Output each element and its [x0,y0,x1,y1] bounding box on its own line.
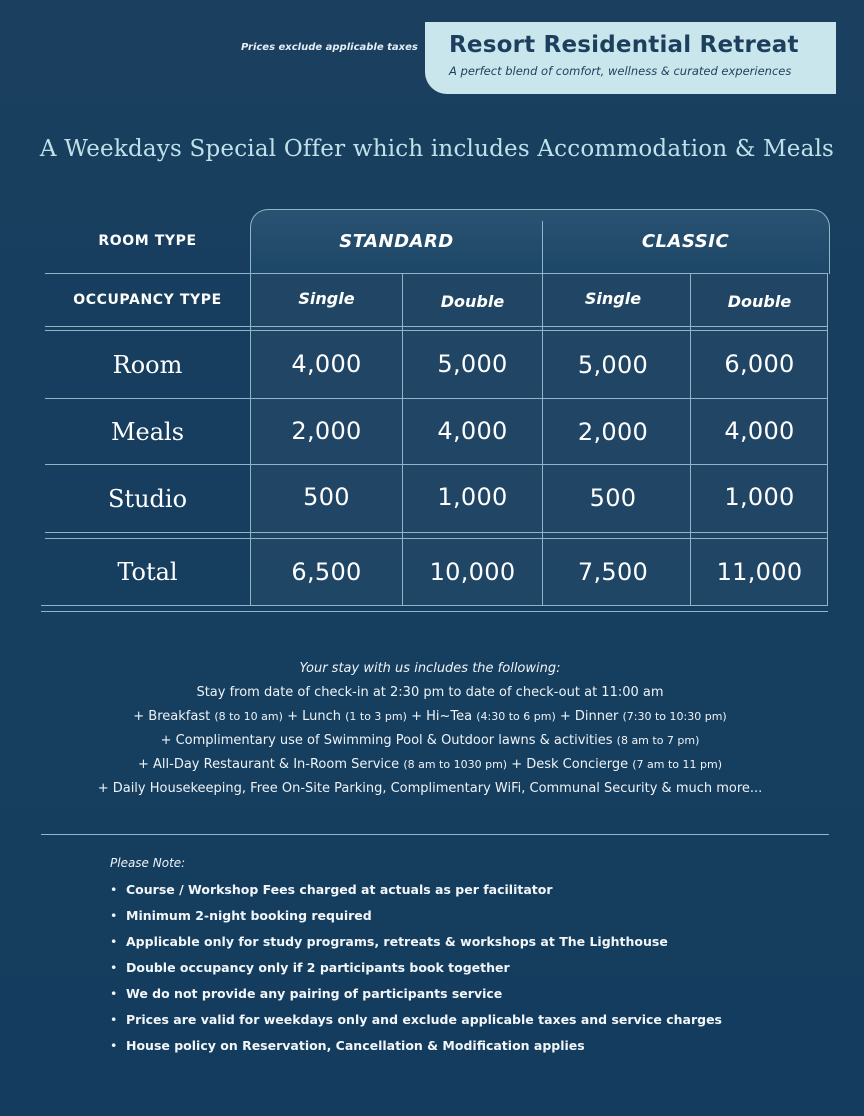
lunch-label: + Lunch [287,709,341,724]
concierge-time: (7 am to 11 pm) [632,758,722,771]
meal-schedule [0,705,860,729]
pool-time: (8 am to 7 pm) [616,734,700,747]
pool-label: + Complimentary use of Swimming Pool & Outdoor lawns & activities [160,733,613,748]
tax-note: Prices exclude applicable taxes [241,42,418,53]
rule-bottom-1 [41,605,828,606]
occupancy-standard-single: Single [298,288,355,308]
hitea-time: (4:30 to 6 pm) [476,710,556,723]
inclusions-intro: Your stay with us includes the following: [299,661,561,676]
hitea-label: + Hi~Tea [411,709,473,724]
price-cell: 2,000 [291,416,362,445]
occupancy-type-label: OCCUPANCY TYPE [73,292,222,308]
section-divider [41,834,829,835]
restaurant-label: + All-Day Restaurant & In-Room Service [138,757,400,772]
dinner-label: + Dinner [559,709,619,724]
price-cell: 6,000 [724,349,795,378]
price-cell: 500 [303,483,350,511]
rule-row-3a [45,532,828,533]
note-item: • House policy on Reservation, Cancellation & Modification applies [110,1033,850,1059]
occupancy-standard-double: Double [440,291,505,311]
plan-classic: CLASSIC [641,230,730,252]
note-item: • Applicable only for study programs, retreats & workshops at The Lighthouse [110,929,850,955]
notes-title: Please Note: [110,856,186,870]
restaurant-time: (8 am to 1030 pm) [403,758,508,771]
total-cell: 11,000 [716,558,803,586]
rule-bottom-2 [41,611,828,612]
row-label-room: Room [112,350,183,379]
price-cell: 5,000 [577,350,649,379]
row-label-total: Total [117,558,178,586]
note-item: • Double occupancy only if 2 participants book together [110,955,850,981]
note-item: • Prices are valid for weekdays only and exclude applicable taxes and service charges [110,1007,850,1033]
pool-access [0,729,860,753]
total-cell: 10,000 [429,558,516,586]
notes-list [110,877,850,1059]
price-cell: 500 [589,484,637,512]
brand-banner [425,22,836,94]
extra-amenities: + Daily Housekeeping, Free On-Site Parking, Complimentary WiFi, Communal Security & much more... [97,781,763,796]
row-label-studio: Studio [107,484,188,513]
stay-hours: Stay from date of check-in at 2:30 pm to date of check-out at 11:00 am [196,685,664,700]
brand-title: Resort Residential Retreat [449,32,799,58]
price-cell: 4,000 [291,349,362,378]
total-cell: 7,500 [577,558,649,586]
brand-subtitle: A perfect blend of comfort, wellness & curated experiences [449,64,792,78]
lunch-time: (1 to 3 pm) [345,710,407,723]
price-cell: 5,000 [437,349,508,378]
price-cell: 1,000 [724,483,795,511]
price-cell: 1,000 [437,483,508,511]
offer-headline: A Weekdays Special Offer which includes Accommodation & Meals [39,136,835,162]
occupancy-classic-double: Double [727,291,792,311]
plan-standard: STANDARD [339,230,454,252]
price-cell: 2,000 [577,417,649,446]
restaurant-service [0,753,860,777]
inclusions [0,657,860,801]
concierge-label: + Desk Concierge [511,757,629,772]
breakfast-label: + Breakfast [133,709,211,724]
price-cell: 4,000 [437,416,508,445]
breakfast-time: (8 to 10 am) [214,710,283,723]
room-type-label: ROOM TYPE [98,233,197,249]
note-item: • Minimum 2-night booking required [110,903,850,929]
row-label-meals: Meals [110,418,185,446]
dinner-time: (7:30 to 10:30 pm) [622,710,727,723]
price-cell: 4,000 [724,416,795,445]
occupancy-classic-single: Single [584,288,642,308]
note-item: • Course / Workshop Fees charged at actuals as per facilitator [110,877,850,903]
please-note [110,856,850,1059]
note-item: • We do not provide any pairing of participants service [110,981,850,1007]
total-cell: 6,500 [291,558,362,586]
